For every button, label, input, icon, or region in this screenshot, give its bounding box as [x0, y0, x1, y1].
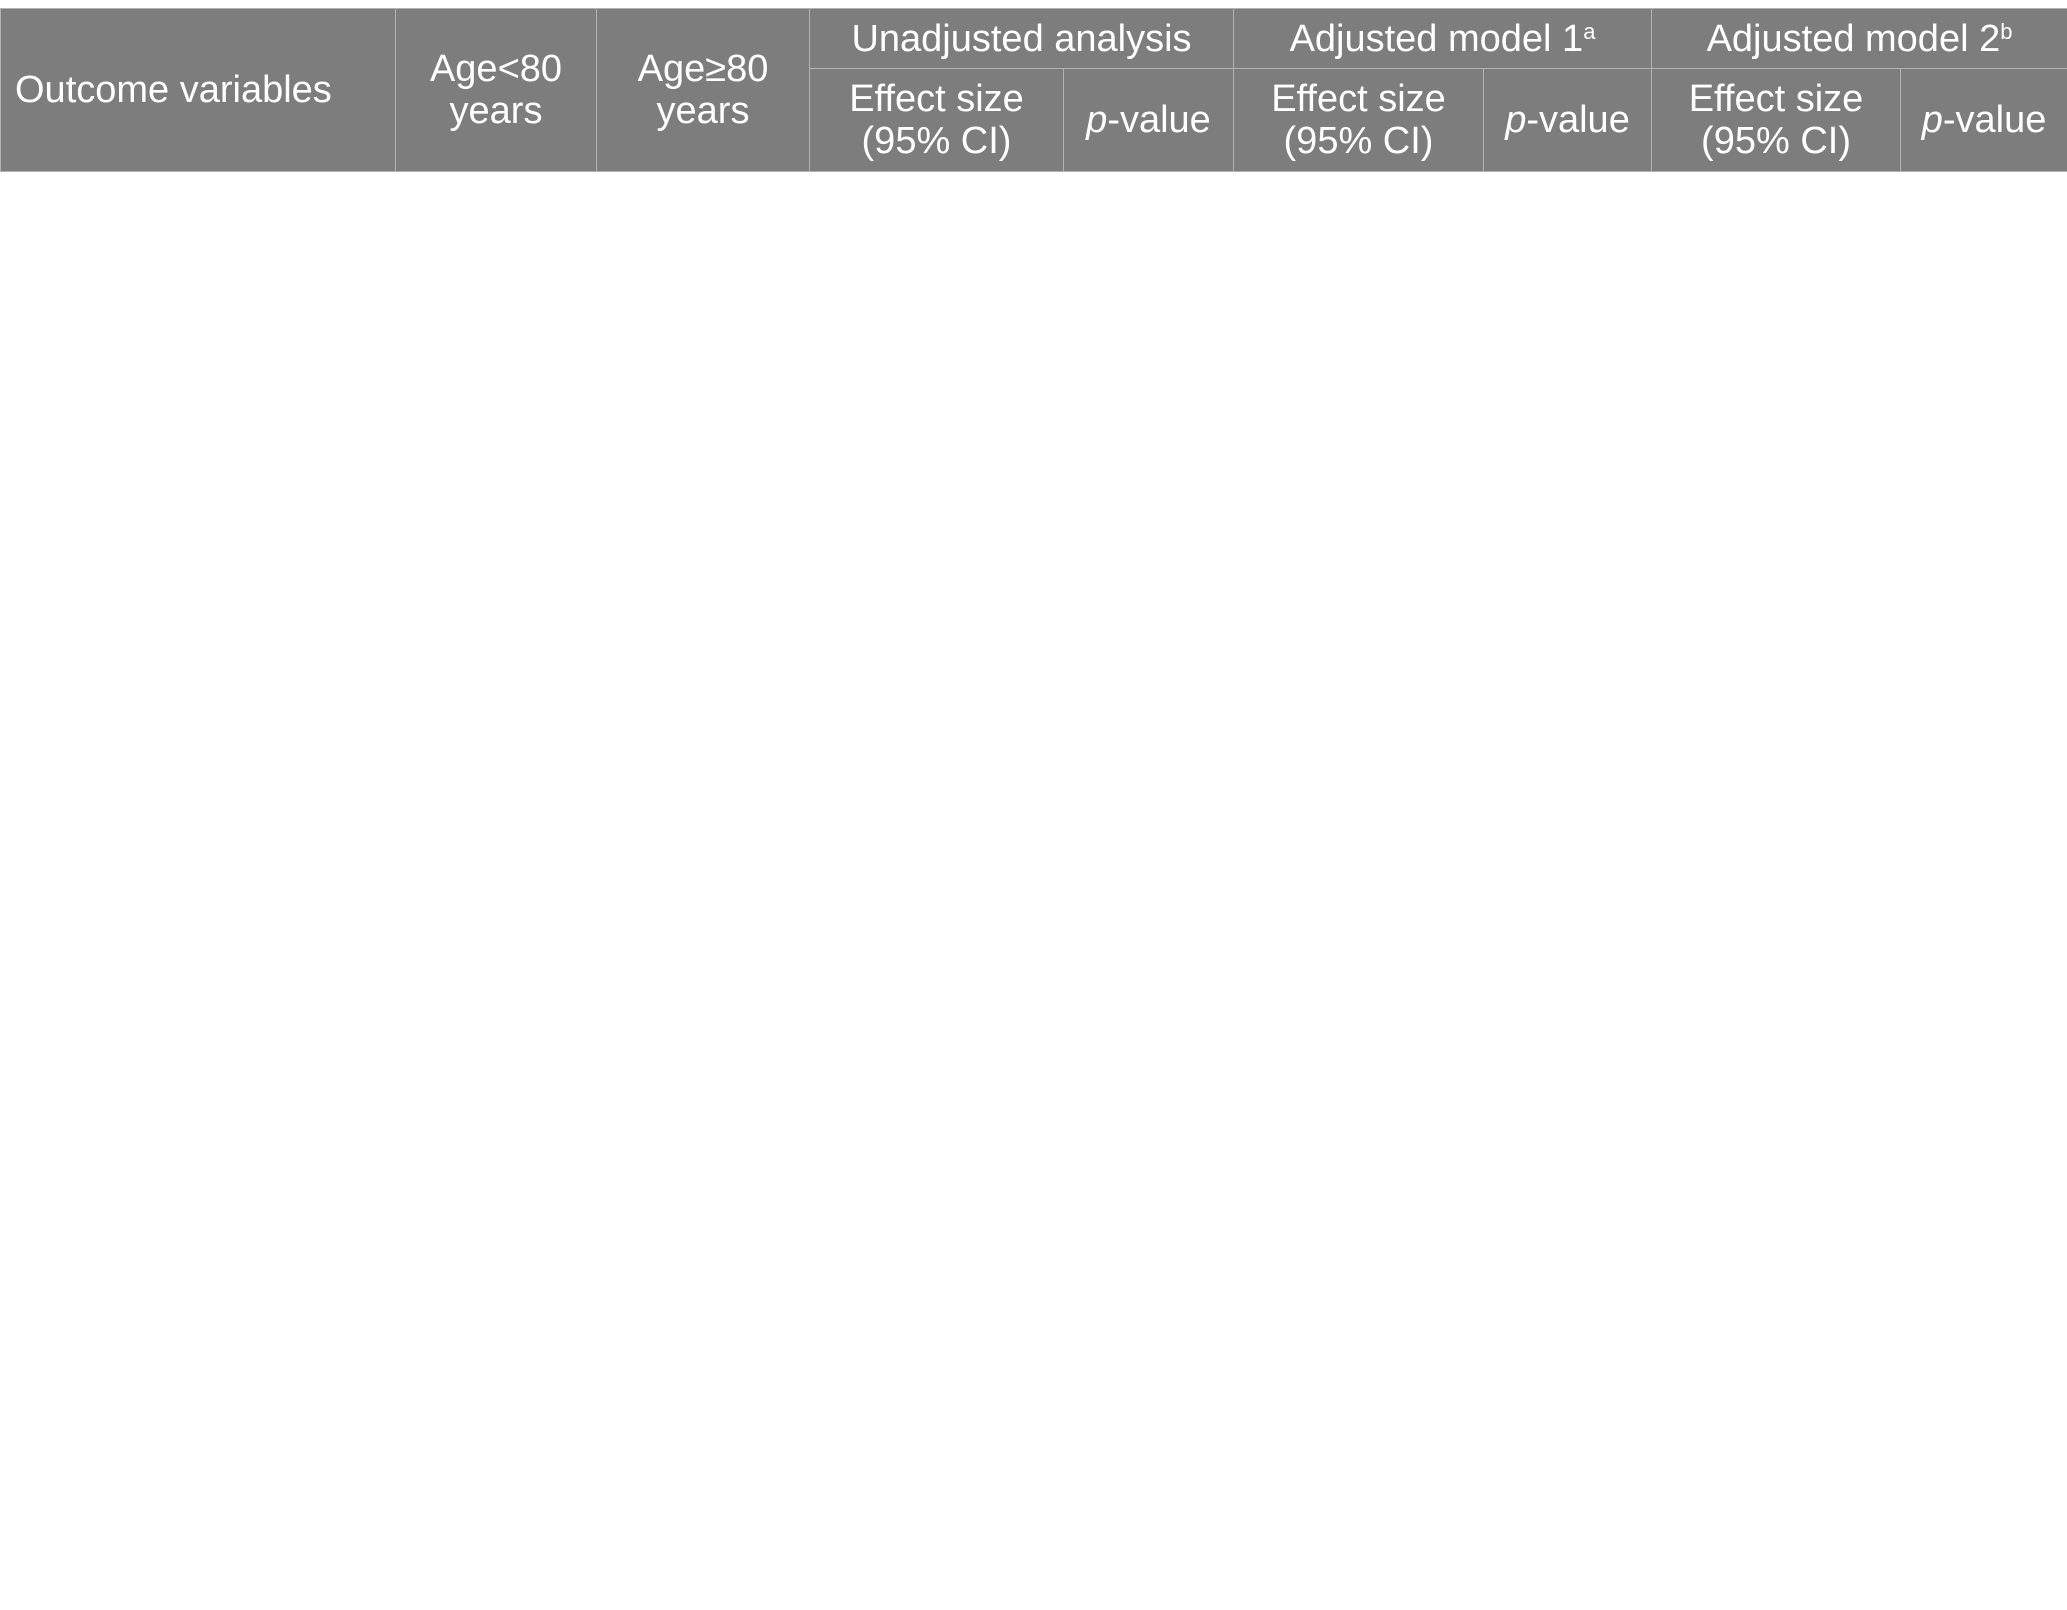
header-effect-size: Effect size (95% CI): [1234, 69, 1484, 172]
results-table: [0, 8, 2067, 172]
header-outcome-variables: Outcome variables: [1, 9, 396, 172]
footnote-mark: a: [1583, 18, 1596, 44]
table-header: [1, 9, 2067, 172]
header-adjusted-model-2: Adjusted model 2$^b$: [1652, 9, 2067, 69]
header-p-value: p-value: [1901, 69, 2067, 172]
header-age-under-80: Age<80 years: [396, 9, 597, 172]
header-effect-size: Effect size (95% CI): [810, 69, 1064, 172]
header-p-value: p-value: [1484, 69, 1652, 172]
header-effect-size: Effect size (95% CI): [1652, 69, 1901, 172]
header-unadjusted-analysis: Unadjusted analysis: [810, 9, 1234, 69]
footnote-mark: b: [2000, 18, 2013, 44]
header-adjusted-model-1: Adjusted model 1$^a$: [1234, 9, 1652, 69]
header-age-80-plus: Age≥80 years: [597, 9, 810, 172]
header-p-value: p-value: [1064, 69, 1234, 172]
